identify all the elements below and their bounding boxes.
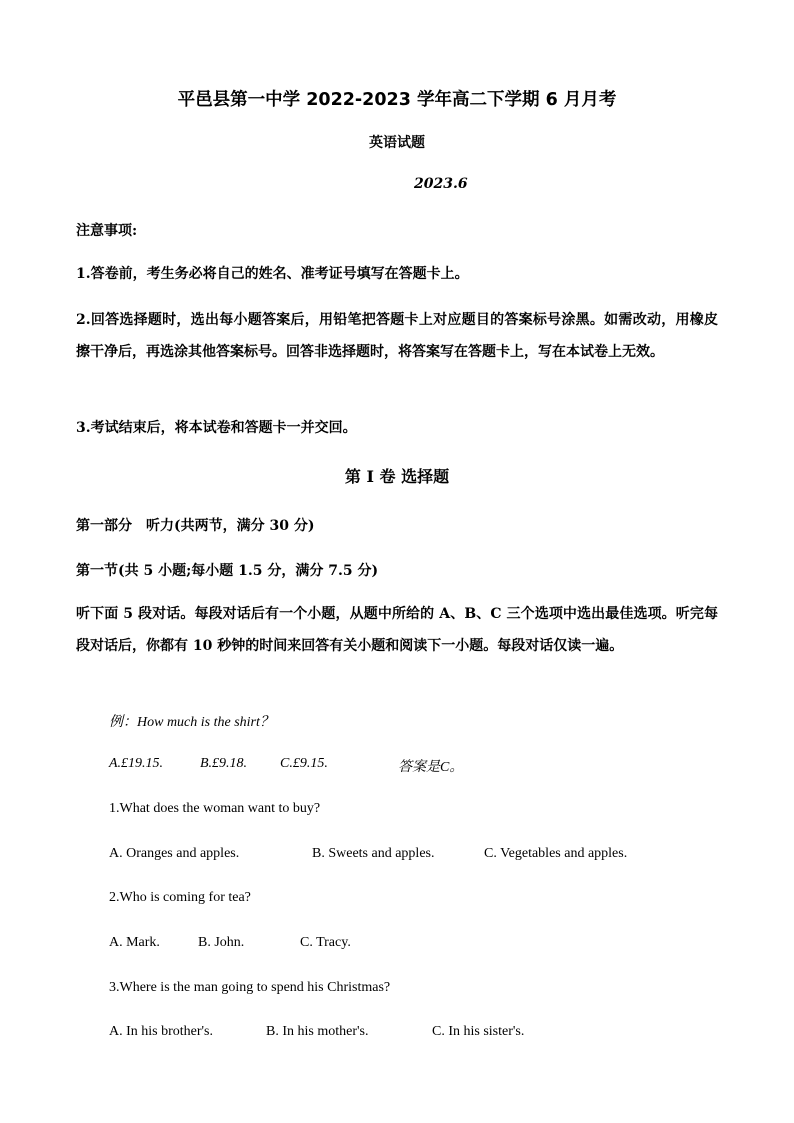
question-2: 2.Who is coming for tea? <box>109 890 251 905</box>
volume-title: 第 I 卷 选择题 <box>344 467 450 486</box>
question-1-option-c: C. Vegetables and apples. <box>484 846 628 861</box>
question-1: 1.What does the woman want to buy? <box>109 801 321 816</box>
notice-item-1: 1.答卷前，考生务必将自己的姓名、准考证号填写在答题卡上。 <box>76 266 469 282</box>
question-1-option-a: A. Oranges and apples. <box>109 846 240 861</box>
question-2-option-a: A. Mark. <box>109 935 160 950</box>
example-question: 例：How much is the shirt？ <box>109 715 274 730</box>
exam-subject: 英语试题 <box>369 135 425 151</box>
example-option-a: A.£19.15. <box>109 756 164 771</box>
example-option-b: B.£9.18. <box>200 756 248 771</box>
question-3-option-b: B. In his mother's. <box>266 1024 369 1039</box>
question-3: 3.Where is the man going to spend his Christmas? <box>109 980 391 995</box>
example-option-c: C.£9.15. <box>280 756 328 771</box>
exam-title: 平邑县第一中学 2022-2023 学年高二下学期 6 月月考 <box>177 90 617 110</box>
listening-instructions: 听下面 5 段对话。每段对话后有一个小题，从题中所给的 A、B、C 三个选项中选出最佳选项。听完每段对话后，你都有 10 秒钟的时间来回答有关小题和阅读下一小题。每段对话仅读一遍。 <box>76 606 718 654</box>
question-3-option-c: C. In his sister's. <box>432 1024 525 1039</box>
question-2-option-c: C. Tracy. <box>300 935 351 950</box>
exam-date: 2023.6 <box>414 176 468 192</box>
notice-heading: 注意事项: <box>76 223 138 239</box>
notice-item-2: 2.回答选择题时，选出每小题答案后，用铅笔把答题卡上对应题目的答案标号涂黑。如需改动，用橡皮擦干净后，再选涂其他答案标号。回答非选择题时，将答案写在答题卡上，写在本试卷上无效。 <box>76 312 718 360</box>
question-3-option-a: A. In his brother's. <box>109 1024 214 1039</box>
notice-item-3: 3.考试结束后，将本试卷和答题卡一并交回。 <box>76 420 357 436</box>
question-2-option-b: B. John. <box>198 935 245 950</box>
example-answer: 答案是C。 <box>398 760 464 775</box>
part-one-heading: 第一部分 听力(共两节，满分 30 分) <box>76 518 315 534</box>
question-1-option-b: B. Sweets and apples. <box>312 846 435 861</box>
section-one-heading: 第一节(共 5 小题;每小题 1.5 分，满分 7.5 分) <box>76 563 379 579</box>
